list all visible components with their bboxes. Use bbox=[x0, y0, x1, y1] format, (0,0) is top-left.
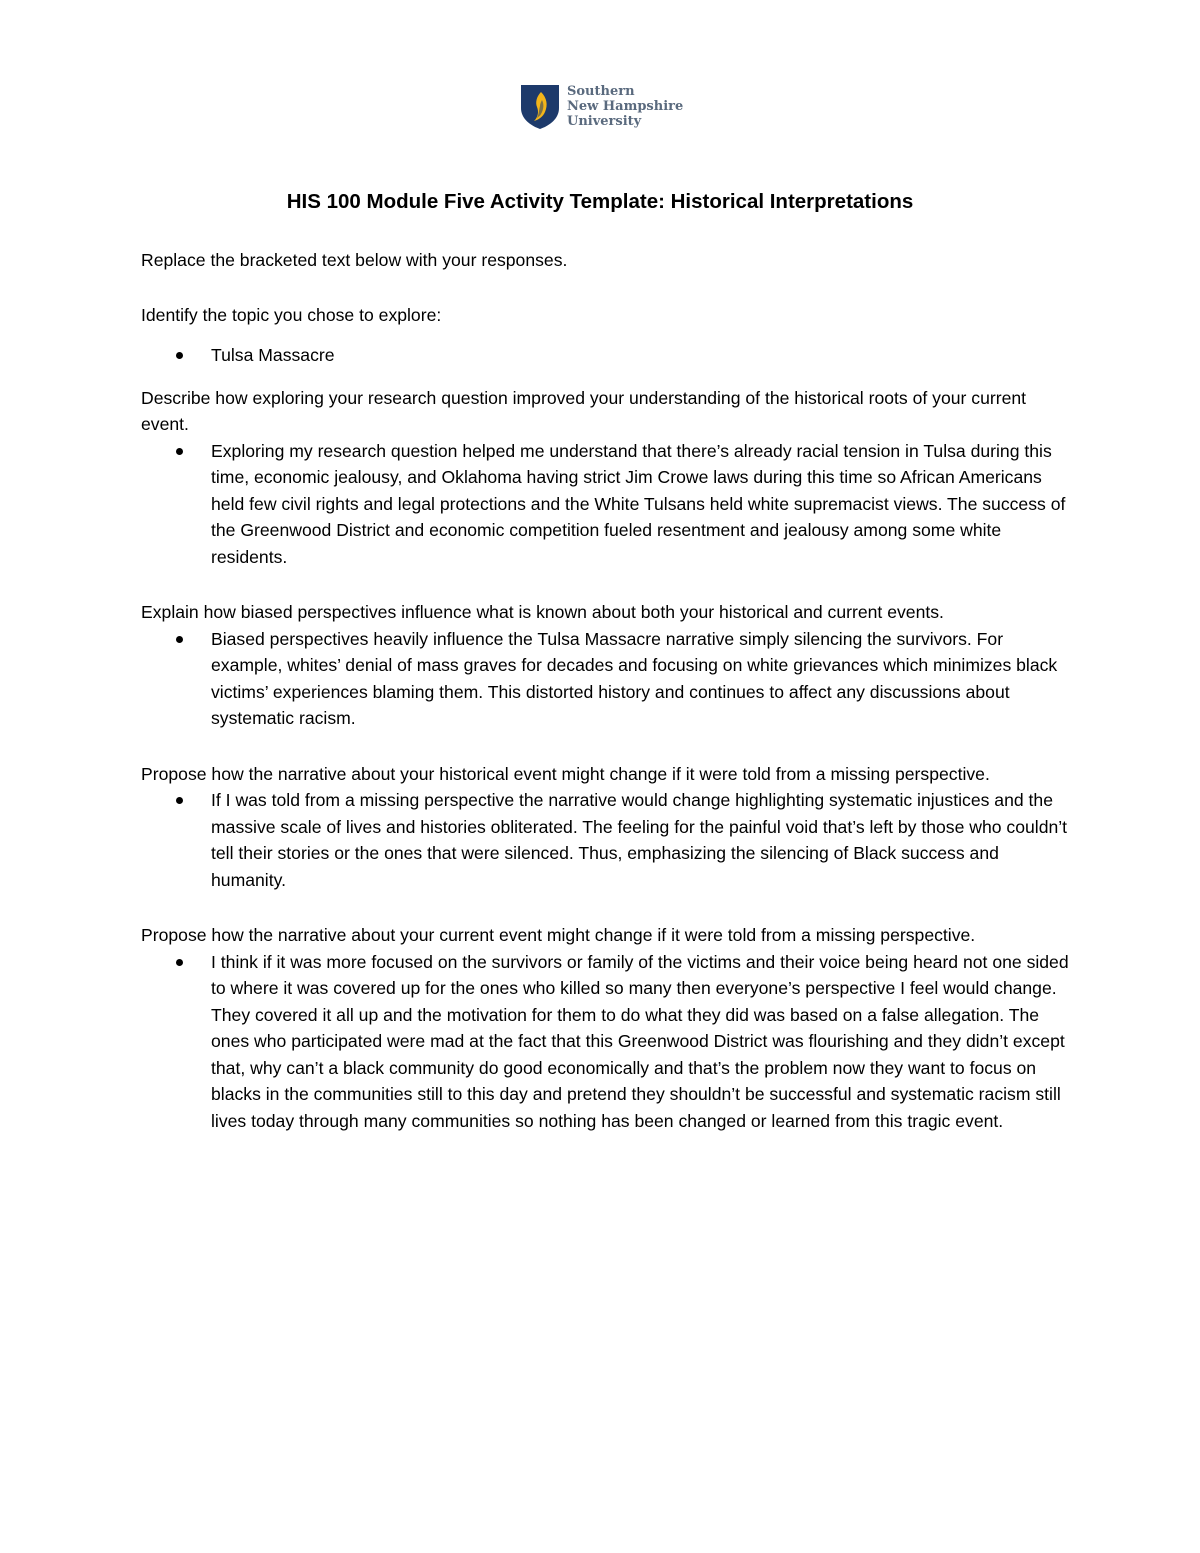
bullet-icon bbox=[176, 636, 183, 643]
bullet-icon bbox=[176, 352, 183, 359]
bullet-icon bbox=[176, 797, 183, 804]
response-list bbox=[141, 626, 1071, 732]
response-list bbox=[141, 787, 1071, 893]
document-body bbox=[141, 247, 1071, 1134]
response-item bbox=[141, 438, 1071, 571]
logo-line-2: New Hampshire bbox=[567, 99, 684, 114]
response-list bbox=[141, 949, 1071, 1135]
response-item bbox=[141, 949, 1071, 1135]
section-prompt: Describe how exploring your research question improved your understanding of the historical roots of your current event. bbox=[141, 387, 1027, 434]
response-list bbox=[141, 342, 1071, 369]
response-text: If I was told from a missing perspective the narrative would change highlighting systematic injustices and the massive scale of lives and histories obliterated. The feeling for the painful void that’s left by those who couldn’t tell their stories or the ones that were silenced. Thus, emphasizing the silencing of Black success and humanity. bbox=[211, 790, 1068, 890]
response-text: Tulsa Massacre bbox=[211, 345, 335, 365]
section-prompt: Propose how the narrative about your current event might change if it were told from a missing perspective. bbox=[141, 925, 976, 945]
logo-line-1: Southern bbox=[567, 84, 635, 99]
section-prompt: Identify the topic you chose to explore: bbox=[141, 304, 442, 325]
response-item bbox=[141, 787, 1071, 893]
response-text: Biased perspectives heavily influence the Tulsa Massacre narrative simply silencing the survivors. For example, whites’ denial of mass graves for decades and focusing on white grievances which minimizes black victims’ experiences blaming them. This distorted history and continues to affect any discussions about systematic racism. bbox=[211, 628, 1058, 728]
response-text: I think if it was more focused on the survivors or family of the victims and their voice being heard not one sided to where it was covered up for the ones who killed so many then everyone’s perspective I feel would change. They covered it all up and the motivation for them to do what they did was based on a false allegation. The ones who participated were mad at the fact that this Greenwood District was flourishing and they didn’t except that, why can’t a black community do good economically and that’s the problem now they want to focus on blacks in the communities still to this day and pretend they shouldn’t be successful and systematic racism still lives today through many communities so nothing has been changed or learned from this tragic event. bbox=[211, 951, 1069, 1131]
bullet-icon bbox=[176, 448, 183, 455]
response-item bbox=[141, 342, 1071, 369]
logo-wordmark bbox=[567, 84, 697, 129]
document-title: HIS 100 Module Five Activity Template: Historical Interpretations bbox=[286, 190, 914, 213]
shield-flame-icon bbox=[520, 84, 560, 130]
section-prompt: Explain how biased perspectives influence what is known about both your historical and current events. bbox=[141, 602, 944, 622]
university-logo bbox=[520, 84, 690, 134]
bullet-icon bbox=[176, 959, 183, 966]
response-text: Exploring my research question helped me understand that there’s already racial tension in Tulsa during this time, economic jealousy, and Oklahoma having strict Jim Crowe laws during this time so African Americans held few civil rights and legal protections and the White Tulsans held white supremacist views. The success of the Greenwood District and economic competition fueled resentment and jealousy among some white residents. bbox=[211, 440, 1066, 567]
response-item bbox=[141, 626, 1071, 732]
instruction-text: Replace the bracketed text below with your responses. bbox=[141, 250, 568, 270]
section-prompt: Propose how the narrative about your historical event might change if it were told from a missing perspective. bbox=[141, 763, 990, 784]
response-list bbox=[141, 438, 1071, 571]
logo-line-3: University bbox=[567, 114, 642, 129]
